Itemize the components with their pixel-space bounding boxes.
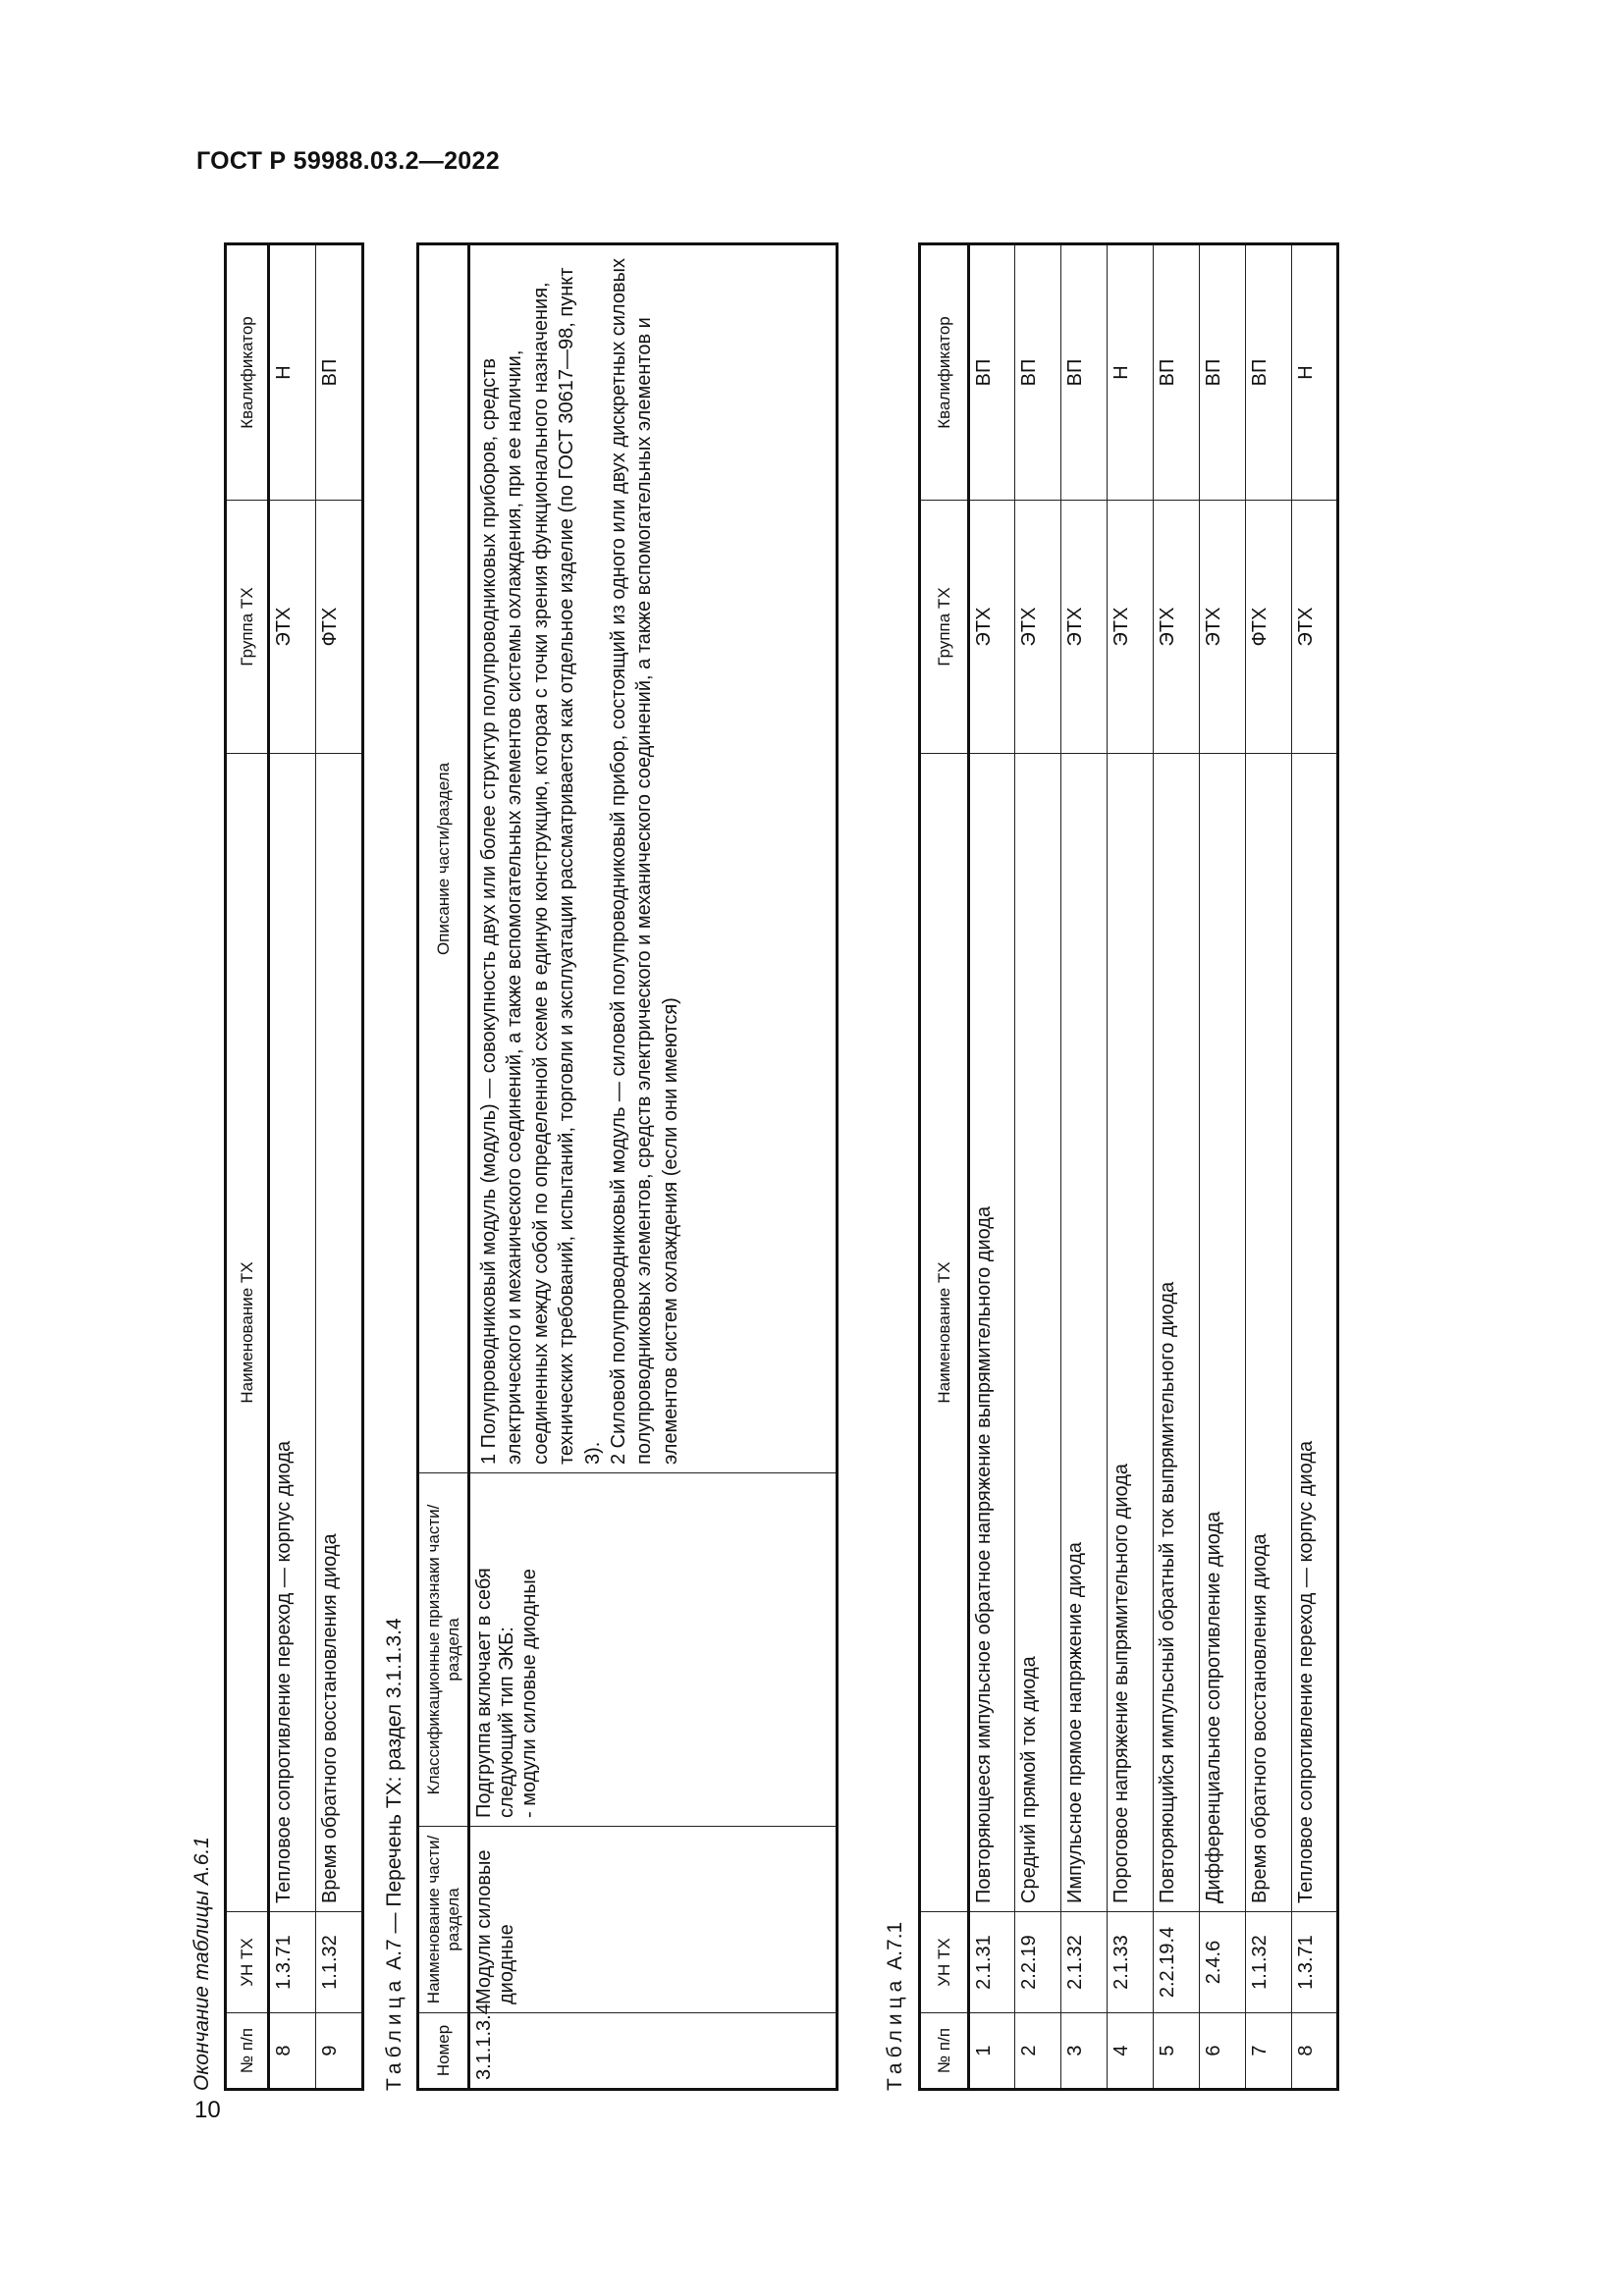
column-header: УН ТХ xyxy=(920,1912,969,2013)
table-cell: 2 xyxy=(1015,2013,1061,2090)
table-cell: Импульсное прямое напряжение диода xyxy=(1061,754,1108,1912)
column-header: № п/п xyxy=(920,2013,969,2090)
rotated-content xyxy=(187,226,1384,2091)
table-cell: ЭТХ xyxy=(1200,501,1246,754)
table-a7 xyxy=(416,242,839,2091)
table-cell: Н xyxy=(1292,244,1338,501)
table-cell: 2.1.33 xyxy=(1108,1912,1154,2013)
table-cell: Тепловое сопротивление переход — корпус диода xyxy=(1292,754,1338,1912)
table-cell: 6 xyxy=(1200,2013,1246,2090)
column-header: Наименование ТХ xyxy=(920,754,969,1912)
table-cell: ВП xyxy=(969,244,1015,501)
caption-label: Таблица xyxy=(884,1975,906,2091)
column-header: Наименование части/ раздела xyxy=(418,1827,469,2013)
column-header: Классификационные признаки части/ раздела xyxy=(418,1473,469,1827)
table-cell: 9 xyxy=(316,2013,363,2090)
table-cell: Дифференциальное сопротивление диода xyxy=(1200,754,1246,1912)
table-cell: ЭТХ xyxy=(269,501,316,754)
column-header: Наименование ТХ xyxy=(226,754,269,1912)
table-row xyxy=(1015,244,1061,2090)
table-a61-caption: Окончание таблицы А.6.1 xyxy=(190,1837,213,2091)
table-cell: 8 xyxy=(269,2013,316,2090)
table-cell: Н xyxy=(1108,244,1154,501)
table-cell: ЭТХ xyxy=(969,501,1015,754)
table-cell: Повторяющийся импульсный обратный ток выпрямительного диода xyxy=(1154,754,1200,1912)
table-row xyxy=(269,244,316,2090)
document-header: ГОСТ Р 59988.03.2—2022 xyxy=(196,147,500,175)
table-a71-header-row xyxy=(920,244,969,2090)
table-row xyxy=(1061,244,1108,2090)
table-cell: 2.1.31 xyxy=(969,1912,1015,2013)
table-cell: ФТХ xyxy=(316,501,363,754)
caption-label: Таблица xyxy=(383,1975,406,2091)
table-a7-caption xyxy=(383,1618,406,2091)
table-a7-header-row xyxy=(418,244,469,2090)
column-header: Квалификатор xyxy=(920,244,969,501)
table-cell: ВП xyxy=(1154,244,1200,501)
table-cell: ЭТХ xyxy=(1108,501,1154,754)
table-cell: 2.2.19.4 xyxy=(1154,1912,1200,2013)
table-cell: 7 xyxy=(1246,2013,1292,2090)
table-cell: ЭТХ xyxy=(1015,501,1061,754)
table-cell: Подгруппа включает в себя следующий тип ЭКБ: - модули силовые диодные xyxy=(469,1473,838,1827)
table-cell: 1.1.32 xyxy=(316,1912,363,2013)
table-cell: 1.3.71 xyxy=(269,1912,316,2013)
table-a61-end xyxy=(224,242,364,2091)
table-cell: 2.2.19 xyxy=(1015,1912,1061,2013)
caption-text: А.7.1 xyxy=(884,1921,906,1970)
table-cell: 4 xyxy=(1108,2013,1154,2090)
table-cell: 3 xyxy=(1061,2013,1108,2090)
table-row xyxy=(469,244,838,2090)
column-header: Номер xyxy=(418,2013,469,2090)
table-row xyxy=(1246,244,1292,2090)
column-header: Группа ТХ xyxy=(920,501,969,754)
table-row xyxy=(316,244,363,2090)
table-row xyxy=(1108,244,1154,2090)
table-cell: ЭТХ xyxy=(1061,501,1108,754)
table-cell: ВП xyxy=(1200,244,1246,501)
table-cell: Н xyxy=(269,244,316,501)
table-row xyxy=(1292,244,1338,2090)
table-cell: Пороговое напряжение выпрямительного диода xyxy=(1108,754,1154,1912)
column-header: № п/п xyxy=(226,2013,269,2090)
table-a61-header-row xyxy=(226,244,269,2090)
table-cell: Повторяющееся импульсное обратное напряжение выпрямительного диода xyxy=(969,754,1015,1912)
table-cell: ВП xyxy=(316,244,363,501)
table-cell: 1 Полупроводниковый модуль (модуль) — совокупность двух или более структур полупроводниковых приборов, средств электрического и механического соединений, а также вспомогательных элементов системы охлаждения, при ее наличии, соединенных между собой по определенной схеме в единую конструкцию, которая с точки зрения функционального назначения, технических требований, испытаний, торговли и эксплуатации рассматривается как отдельное изделие (по ГОСТ 30617—98, пункт 3). 2 Силовой полупроводниковый модуль — силовой полупроводниковый прибор, состоящий из одного или двух дискретных силовых полупроводниковых элементов, средств электрического и механического соединений, а также вспомогательных элементов и элементов систем охлаждения (если они имеются) xyxy=(469,244,838,1473)
table-cell: 2.1.32 xyxy=(1061,1912,1108,2013)
table-cell: ВП xyxy=(1246,244,1292,501)
column-header: Описание части/раздела xyxy=(418,244,469,1473)
table-cell: 8 xyxy=(1292,2013,1338,2090)
table-cell: Время обратного восстановления диода xyxy=(1246,754,1292,1912)
page-number: 10 xyxy=(194,2097,221,2123)
caption-text: А.7 — Перечень ТХ: раздел 3.1.1.3.4 xyxy=(383,1618,406,1970)
table-cell: 1.1.32 xyxy=(1246,1912,1292,2013)
table-cell: 3.1.1.3.4 xyxy=(469,2013,838,2090)
table-row xyxy=(969,244,1015,2090)
table-row xyxy=(1154,244,1200,2090)
column-header: Квалификатор xyxy=(226,244,269,501)
table-cell: ЭТХ xyxy=(1154,501,1200,754)
table-cell: 1 xyxy=(969,2013,1015,2090)
column-header: УН ТХ xyxy=(226,1912,269,2013)
column-header: Группа ТХ xyxy=(226,501,269,754)
table-cell: Тепловое сопротивление переход — корпус диода xyxy=(269,754,316,1912)
table-cell: 1.3.71 xyxy=(1292,1912,1338,2013)
table-cell: ВП xyxy=(1015,244,1061,501)
table-cell: ЭТХ xyxy=(1292,501,1338,754)
table-cell: ВП xyxy=(1061,244,1108,501)
table-cell: Модули силовые диодные xyxy=(469,1827,838,2013)
table-a71-caption xyxy=(884,1922,907,2091)
table-row xyxy=(1200,244,1246,2090)
table-cell: ФТХ xyxy=(1246,501,1292,754)
table-cell: 2.4.6 xyxy=(1200,1912,1246,2013)
table-cell: Время обратного восстановления диода xyxy=(316,754,363,1912)
table-cell: Средний прямой ток диода xyxy=(1015,754,1061,1912)
table-a71 xyxy=(918,242,1339,2091)
table-cell: 5 xyxy=(1154,2013,1200,2090)
